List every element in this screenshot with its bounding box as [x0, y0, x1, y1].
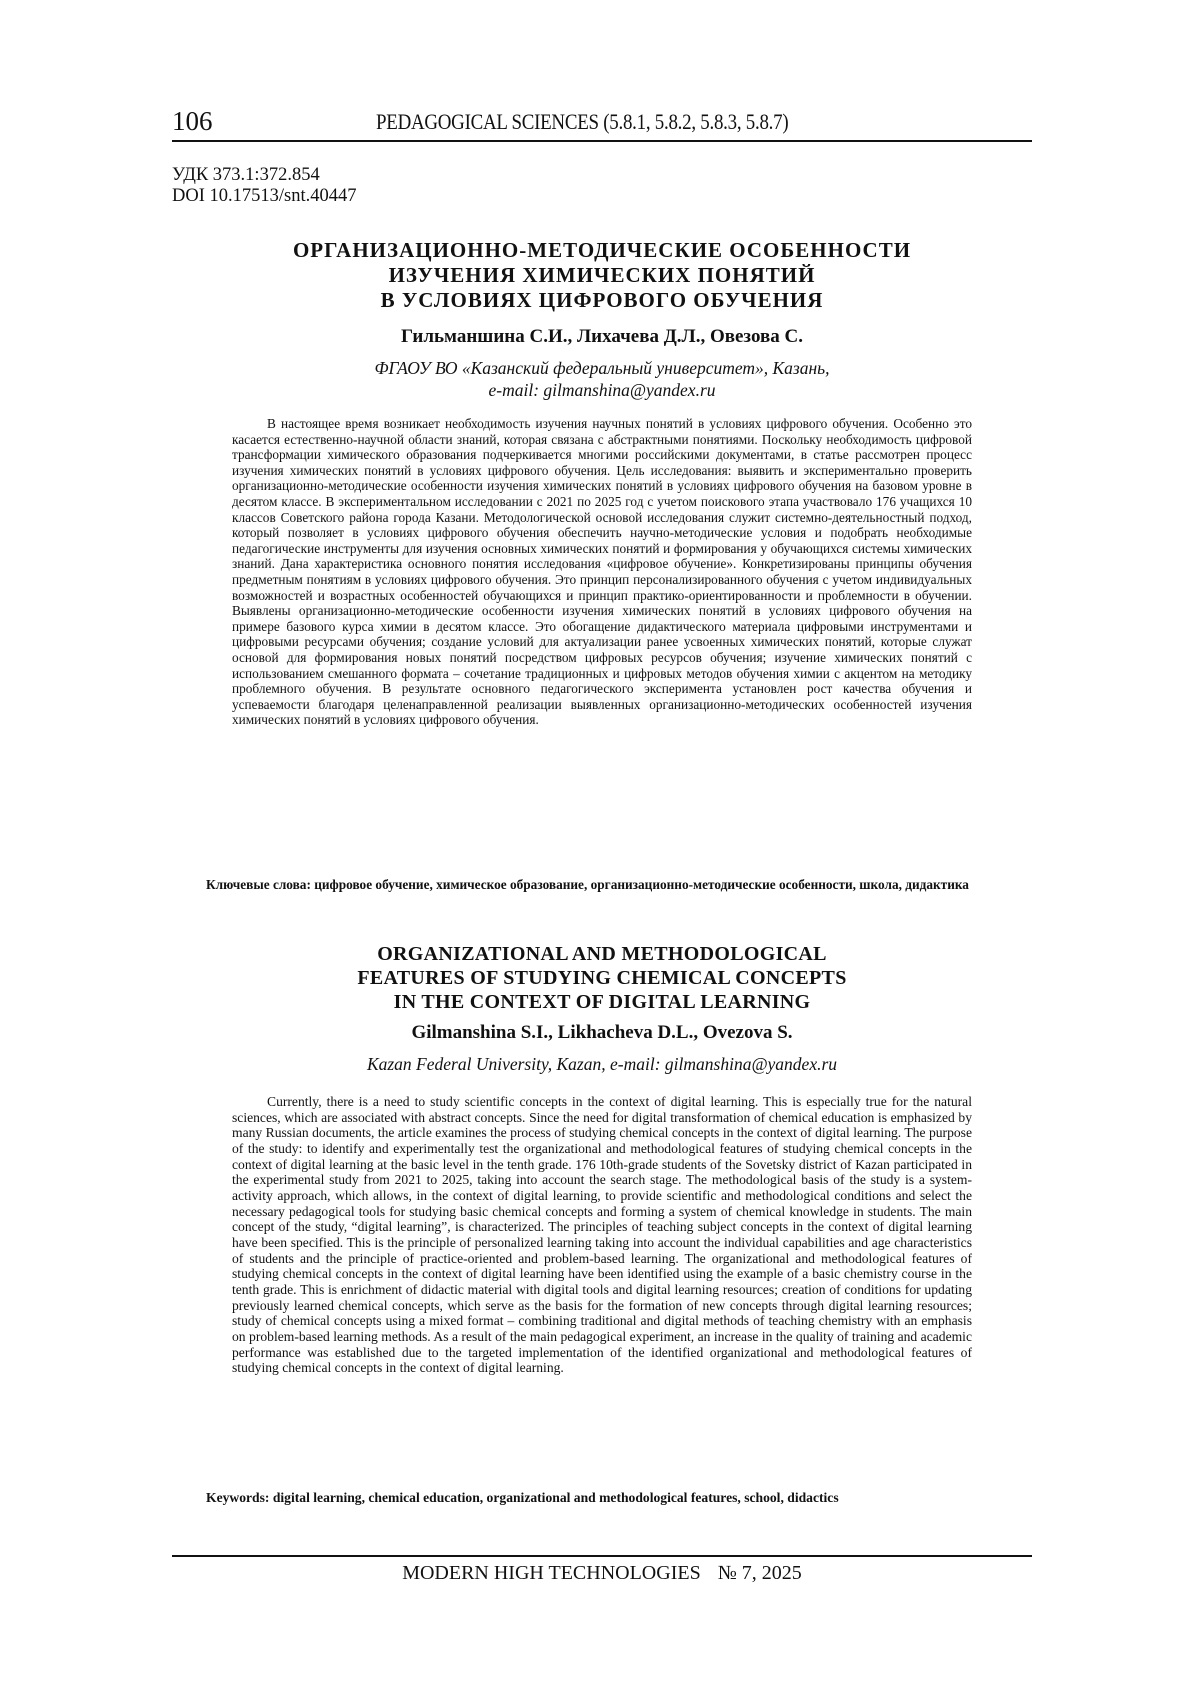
en-title-line: ORGANIZATIONAL AND METHODOLOGICAL [377, 943, 827, 965]
article-identifiers [172, 165, 357, 207]
footer-issue: № 7, 2025 [717, 1562, 802, 1584]
en-keywords-label: Keywords: [206, 1490, 270, 1505]
footer-journal: MODERN HIGH TECHNOLOGIES [402, 1562, 701, 1584]
ru-affiliation-line: ФГАОУ ВО «Казанский федеральный университет», Казань, [374, 358, 830, 378]
en-title-line: IN THE CONTEXT OF DIGITAL LEARNING [393, 991, 811, 1013]
page-header [172, 104, 1032, 144]
header-rule [172, 140, 1032, 142]
ru-article-title [172, 238, 1032, 313]
en-keywords [206, 1490, 1026, 1506]
ru-email: e-mail: gilmanshina@yandex.ru [488, 380, 716, 400]
ru-affiliation [172, 357, 1032, 401]
page-footer [172, 1562, 1032, 1585]
page-number: 106 [172, 106, 213, 136]
ru-title-line: ОРГАНИЗАЦИОННО-МЕТОДИЧЕСКИЕ ОСОБЕННОСТИ [292, 238, 912, 262]
en-title-line: FEATURES OF STUDYING CHEMICAL CONCEPTS [357, 967, 847, 989]
ru-keywords [206, 877, 1006, 893]
en-affiliation: Kazan Federal University, Kazan, e-mail: gilmanshina@yandex.ru [366, 1054, 838, 1074]
ru-keywords-label: Ключевые слова: [206, 877, 311, 892]
ru-authors: Гильманшина С.И., Лихачева Д.Л., Овезова С. [401, 326, 803, 347]
ru-abstract: В настоящее время возникает необходимость изучения научных понятий в условиях цифрового обучения. Особенно это касается естественно-научной области знаний, которая связана с абстрактными понятиями. Поскольку необходимость цифровой трансформации химического образования подчеркивается многими российскими документами, в статье рассмотрен процесс изучения химических понятий в условиях цифрового обучения. Цель исследования: выявить и экспериментально проверить организационно-методические особенности изучения химических понятий в условиях цифрового обучения на базовом уровне в десятом классе. В экспериментальном исследовании с 2021 по 2025 год с учетом поискового этапа участвовало 176 учащихся 10 классов Советского района города Казани. Методологической основой исследования служит системно-деятельностный подход, который позволяет в условиях цифрового обучения обеспечить научно-методические условия и подобрать необходимые педагогические инструменты для изучения основных химических понятий и формирования у обучающихся системы химических знаний. Дана характеристика основного понятия исследования «цифровое обучение». Конкретизированы принципы обучения предметным понятиям в условиях цифрового обучения. Это принцип персонализированного обучения с учетом индивидуальных возможностей и возрастных особенностей обучающихся и принцип практико-ориентированности и проблемности в обучении. Выявлены организационно-методические особенности изучения химических понятий в условиях цифрового обучения на примере базового курса химии в десятом классе. Это обогащение дидактического материала цифровыми инструментами и цифровыми ресурсами обучения; создание условий для актуализации ранее усвоенных химических понятий, которые служат основой для формирования новых понятий посредством цифровых ресурсов обучения; изучение химических понятий с использованием смешанного формата – сочетание традиционных и цифровых методов обучения химии с акцентом на методику проблемного обучения. В результате основного педагогического эксперимента установлен рост качества обучения и успеваемости благодаря целенаправленной реализации выявленных организационно-методических особенностей изучения химических понятий в условиях цифрового обучения. [232, 416, 972, 728]
ru-title-line: В УСЛОВИЯХ ЦИФРОВОГО ОБУЧЕНИЯ [380, 288, 824, 312]
footer-rule [172, 1555, 1032, 1557]
doi: DOI 10.17513/snt.40447 [172, 186, 357, 206]
en-article-title [172, 942, 1032, 1014]
en-abstract: Currently, there is a need to study scientific concepts in the context of digital learning. This is especially true for the natural sciences, which are associated with abstract concepts. Since the need for digital transformation of chemical education is emphasized by many Russian documents, the article examines the process of studying chemical concepts in the context of digital learning. The purpose of the study: to identify and experimentally test the organizational and methodological features of studying chemical concepts in the context of digital learning at the basic level in the tenth grade. 176 10th-grade students of the Sovetsky district of Kazan participated in the experimental study from 2021 to 2025, taking into account the search stage. The methodological basis of the study is a system-activity approach, which allows, in the context of digital learning, to provide scientific and methodological conditions and select the necessary pedagogical tools for studying basic chemical concepts and forming a system of chemical knowledge in students. The main concept of the study, “digital learning”, is characterized. The principles of teaching subject concepts in the context of digital learning have been specified. This is the principle of personalized learning taking into account the individual capabilities and age characteristics of students and the principle of practice-oriented and problem-based learning. The organizational and methodological features of studying chemical concepts in the context of digital learning have been identified using the example of a basic chemistry course in the tenth grade. This is enrichment of didactic material with digital tools and digital learning resources; creation of conditions for updating previously learned chemical concepts, which serve as the basis for the formation of new concepts through digital learning resources; study of chemical concepts using a mixed format – combining traditional and digital methods of teaching chemistry with an emphasis on problem-based learning methods. As a result of the main pedagogical experiment, an increase in the quality of training and academic performance was established due to the targeted implementation of the identified organizational and methodological features of studying chemical concepts in the context of digital learning. [232, 1094, 972, 1376]
ru-title-line: ИЗУЧЕНИЯ ХИМИЧЕСКИХ ПОНЯТИЙ [388, 263, 816, 287]
en-authors: Gilmanshina S.I., Likhacheva D.L., Ovezova S. [411, 1022, 793, 1043]
udc-code: УДК 373.1:372.854 [172, 165, 320, 185]
en-keywords-text: digital learning, chemical education, organizational and methodological features, school, didactics [272, 1490, 839, 1505]
ru-keywords-text: цифровое обучение, химическое образование, организационно-методические особенности, школа, дидактика [314, 877, 969, 892]
journal-section: PEDAGOGICAL SCIENCES (5.8.1, 5.8.2, 5.8.3, 5.8.7) [376, 109, 789, 134]
